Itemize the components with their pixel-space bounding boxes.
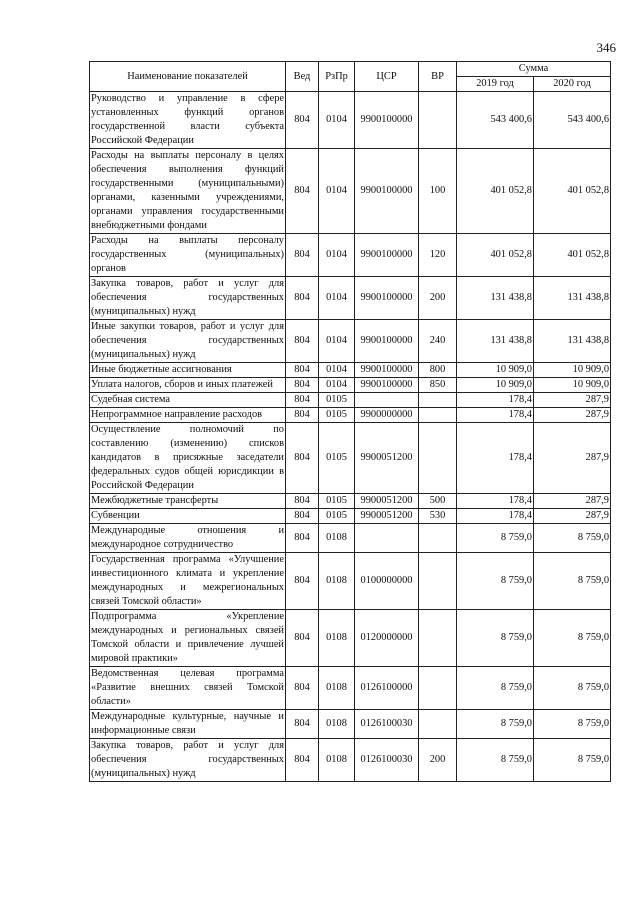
cell-csr: 9900100000 — [355, 277, 419, 320]
cell-ved: 804 — [286, 393, 319, 408]
cell-csr: 9900051200 — [355, 494, 419, 509]
header-year-2020: 2020 год — [534, 77, 611, 92]
cell-ved: 804 — [286, 667, 319, 710]
cell-2019: 178,4 — [457, 393, 534, 408]
cell-2020: 8 759,0 — [534, 524, 611, 553]
cell-ved: 804 — [286, 408, 319, 423]
cell-name: Руководство и управление в сфере установленных функций органов государственной власти субъекта Российской Федерации — [90, 92, 286, 149]
cell-2019: 543 400,6 — [457, 92, 534, 149]
cell-vr: 200 — [419, 277, 457, 320]
cell-vr: 850 — [419, 378, 457, 393]
table-row — [90, 408, 611, 423]
cell-rzpr: 0108 — [319, 553, 355, 610]
header-csr: ЦСР — [355, 62, 419, 92]
cell-2020: 10 909,0 — [534, 378, 611, 393]
cell-csr — [355, 524, 419, 553]
cell-2020: 287,9 — [534, 393, 611, 408]
table-body — [90, 92, 611, 782]
cell-2019: 8 759,0 — [457, 667, 534, 710]
cell-rzpr: 0104 — [319, 320, 355, 363]
cell-ved: 804 — [286, 610, 319, 667]
table-row — [90, 509, 611, 524]
table-row — [90, 234, 611, 277]
cell-name: Подпрограмма «Укрепление международных и региональных связей Томской области и привлечение лучшей мировой практики» — [90, 610, 286, 667]
cell-name: Субвенции — [90, 509, 286, 524]
cell-vr — [419, 553, 457, 610]
cell-rzpr: 0108 — [319, 610, 355, 667]
cell-ved: 804 — [286, 320, 319, 363]
cell-csr: 9900051200 — [355, 423, 419, 494]
page-number: 346 — [596, 40, 616, 55]
cell-rzpr: 0104 — [319, 363, 355, 378]
cell-vr — [419, 408, 457, 423]
cell-2019: 401 052,8 — [457, 234, 534, 277]
cell-name: Межбюджетные трансферты — [90, 494, 286, 509]
cell-csr — [355, 393, 419, 408]
cell-2020: 131 438,8 — [534, 320, 611, 363]
header-ved: Вед — [286, 62, 319, 92]
cell-csr: 9900100000 — [355, 149, 419, 234]
cell-vr — [419, 667, 457, 710]
cell-vr: 240 — [419, 320, 457, 363]
cell-rzpr: 0104 — [319, 277, 355, 320]
cell-name: Уплата налогов, сборов и иных платежей — [90, 378, 286, 393]
cell-name: Осуществление полномочий по составлению (изменению) списков кандидатов в присяжные заседатели федеральных судов общей юрисдикции в Российской Федерации — [90, 423, 286, 494]
cell-2019: 178,4 — [457, 408, 534, 423]
cell-2020: 401 052,8 — [534, 149, 611, 234]
cell-2019: 131 438,8 — [457, 320, 534, 363]
cell-rzpr: 0104 — [319, 149, 355, 234]
cell-rzpr: 0105 — [319, 509, 355, 524]
cell-vr — [419, 423, 457, 494]
cell-2020: 401 052,8 — [534, 234, 611, 277]
cell-vr: 500 — [419, 494, 457, 509]
cell-2020: 8 759,0 — [534, 667, 611, 710]
cell-csr: 9900100000 — [355, 378, 419, 393]
cell-name: Закупка товаров, работ и услуг для обеспечения государственных (муниципальных) нужд — [90, 277, 286, 320]
cell-csr: 9900100000 — [355, 92, 419, 149]
cell-name: Иные закупки товаров, работ и услуг для обеспечения государственных (муниципальных) нужд — [90, 320, 286, 363]
budget-table — [89, 61, 611, 782]
cell-vr: 800 — [419, 363, 457, 378]
cell-ved: 804 — [286, 553, 319, 610]
cell-vr — [419, 710, 457, 739]
cell-ved: 804 — [286, 423, 319, 494]
cell-ved: 804 — [286, 710, 319, 739]
cell-2020: 131 438,8 — [534, 277, 611, 320]
cell-2019: 178,4 — [457, 494, 534, 509]
table-row — [90, 739, 611, 782]
table-row — [90, 667, 611, 710]
cell-2020: 8 759,0 — [534, 610, 611, 667]
table-row — [90, 524, 611, 553]
header-rzpr: РзПр — [319, 62, 355, 92]
cell-name: Непрограммное направление расходов — [90, 408, 286, 423]
cell-ved: 804 — [286, 509, 319, 524]
cell-rzpr: 0108 — [319, 739, 355, 782]
cell-csr: 9900051200 — [355, 509, 419, 524]
table-header — [90, 62, 611, 92]
table-row — [90, 494, 611, 509]
cell-ved: 804 — [286, 363, 319, 378]
cell-csr: 9900100000 — [355, 320, 419, 363]
cell-vr: 100 — [419, 149, 457, 234]
cell-rzpr: 0104 — [319, 234, 355, 277]
cell-name: Расходы на выплаты персоналу государственных (муниципальных) органов — [90, 234, 286, 277]
cell-ved: 804 — [286, 494, 319, 509]
cell-csr: 0126100000 — [355, 667, 419, 710]
cell-name: Судебная система — [90, 393, 286, 408]
cell-2019: 178,4 — [457, 423, 534, 494]
header-year-2019: 2019 год — [457, 77, 534, 92]
cell-2020: 8 759,0 — [534, 710, 611, 739]
cell-name: Расходы на выплаты персоналу в целях обеспечения выполнения функций государственными (муниципальными) органами, казенными учреждениями, органами управления государственными внебюджетными фондами — [90, 149, 286, 234]
cell-vr: 530 — [419, 509, 457, 524]
table-row — [90, 553, 611, 610]
header-name: Наименование показателей — [90, 62, 286, 92]
cell-name: Закупка товаров, работ и услуг для обеспечения государственных (муниципальных) нужд — [90, 739, 286, 782]
table-row — [90, 320, 611, 363]
cell-name: Иные бюджетные ассигнования — [90, 363, 286, 378]
cell-2020: 287,9 — [534, 494, 611, 509]
cell-rzpr: 0108 — [319, 667, 355, 710]
header-vr: ВР — [419, 62, 457, 92]
cell-rzpr: 0105 — [319, 408, 355, 423]
cell-vr: 120 — [419, 234, 457, 277]
cell-ved: 804 — [286, 149, 319, 234]
cell-csr: 9900100000 — [355, 363, 419, 378]
cell-vr — [419, 393, 457, 408]
cell-csr: 0100000000 — [355, 553, 419, 610]
cell-2019: 8 759,0 — [457, 610, 534, 667]
cell-2020: 8 759,0 — [534, 739, 611, 782]
table-row — [90, 423, 611, 494]
cell-2020: 8 759,0 — [534, 553, 611, 610]
table-row — [90, 710, 611, 739]
cell-2020: 287,9 — [534, 423, 611, 494]
cell-rzpr: 0105 — [319, 494, 355, 509]
cell-rzpr: 0104 — [319, 92, 355, 149]
table-row — [90, 378, 611, 393]
cell-rzpr: 0108 — [319, 710, 355, 739]
cell-2020: 287,9 — [534, 408, 611, 423]
cell-csr: 0126100030 — [355, 739, 419, 782]
cell-2019: 401 052,8 — [457, 149, 534, 234]
cell-csr: 9900000000 — [355, 408, 419, 423]
cell-rzpr: 0105 — [319, 393, 355, 408]
table-row — [90, 92, 611, 149]
cell-2019: 10 909,0 — [457, 378, 534, 393]
cell-2019: 8 759,0 — [457, 710, 534, 739]
cell-name: Ведомственная целевая программа «Развитие внешних связей Томской области» — [90, 667, 286, 710]
cell-rzpr: 0105 — [319, 423, 355, 494]
cell-2019: 8 759,0 — [457, 739, 534, 782]
cell-csr: 0126100030 — [355, 710, 419, 739]
cell-name: Государственная программа «Улучшение инвестиционного климата и укрепление международных и межрегиональных связей Томской области» — [90, 553, 286, 610]
cell-ved: 804 — [286, 378, 319, 393]
table-row — [90, 149, 611, 234]
cell-vr: 200 — [419, 739, 457, 782]
table-row — [90, 277, 611, 320]
cell-rzpr: 0108 — [319, 524, 355, 553]
cell-2019: 10 909,0 — [457, 363, 534, 378]
table-row — [90, 363, 611, 378]
table-row — [90, 393, 611, 408]
cell-ved: 804 — [286, 277, 319, 320]
cell-2020: 10 909,0 — [534, 363, 611, 378]
table-row — [90, 610, 611, 667]
cell-2019: 131 438,8 — [457, 277, 534, 320]
cell-2019: 8 759,0 — [457, 553, 534, 610]
cell-csr: 9900100000 — [355, 234, 419, 277]
cell-2020: 287,9 — [534, 509, 611, 524]
header-sum: Сумма — [457, 62, 611, 77]
cell-vr — [419, 92, 457, 149]
cell-name: Международные культурные, научные и информационные связи — [90, 710, 286, 739]
cell-vr — [419, 610, 457, 667]
cell-ved: 804 — [286, 92, 319, 149]
cell-2019: 178,4 — [457, 509, 534, 524]
cell-2019: 8 759,0 — [457, 524, 534, 553]
cell-vr — [419, 524, 457, 553]
cell-csr: 0120000000 — [355, 610, 419, 667]
cell-2020: 543 400,6 — [534, 92, 611, 149]
cell-ved: 804 — [286, 234, 319, 277]
cell-ved: 804 — [286, 524, 319, 553]
cell-rzpr: 0104 — [319, 378, 355, 393]
cell-name: Международные отношения и международное сотрудничество — [90, 524, 286, 553]
cell-ved: 804 — [286, 739, 319, 782]
